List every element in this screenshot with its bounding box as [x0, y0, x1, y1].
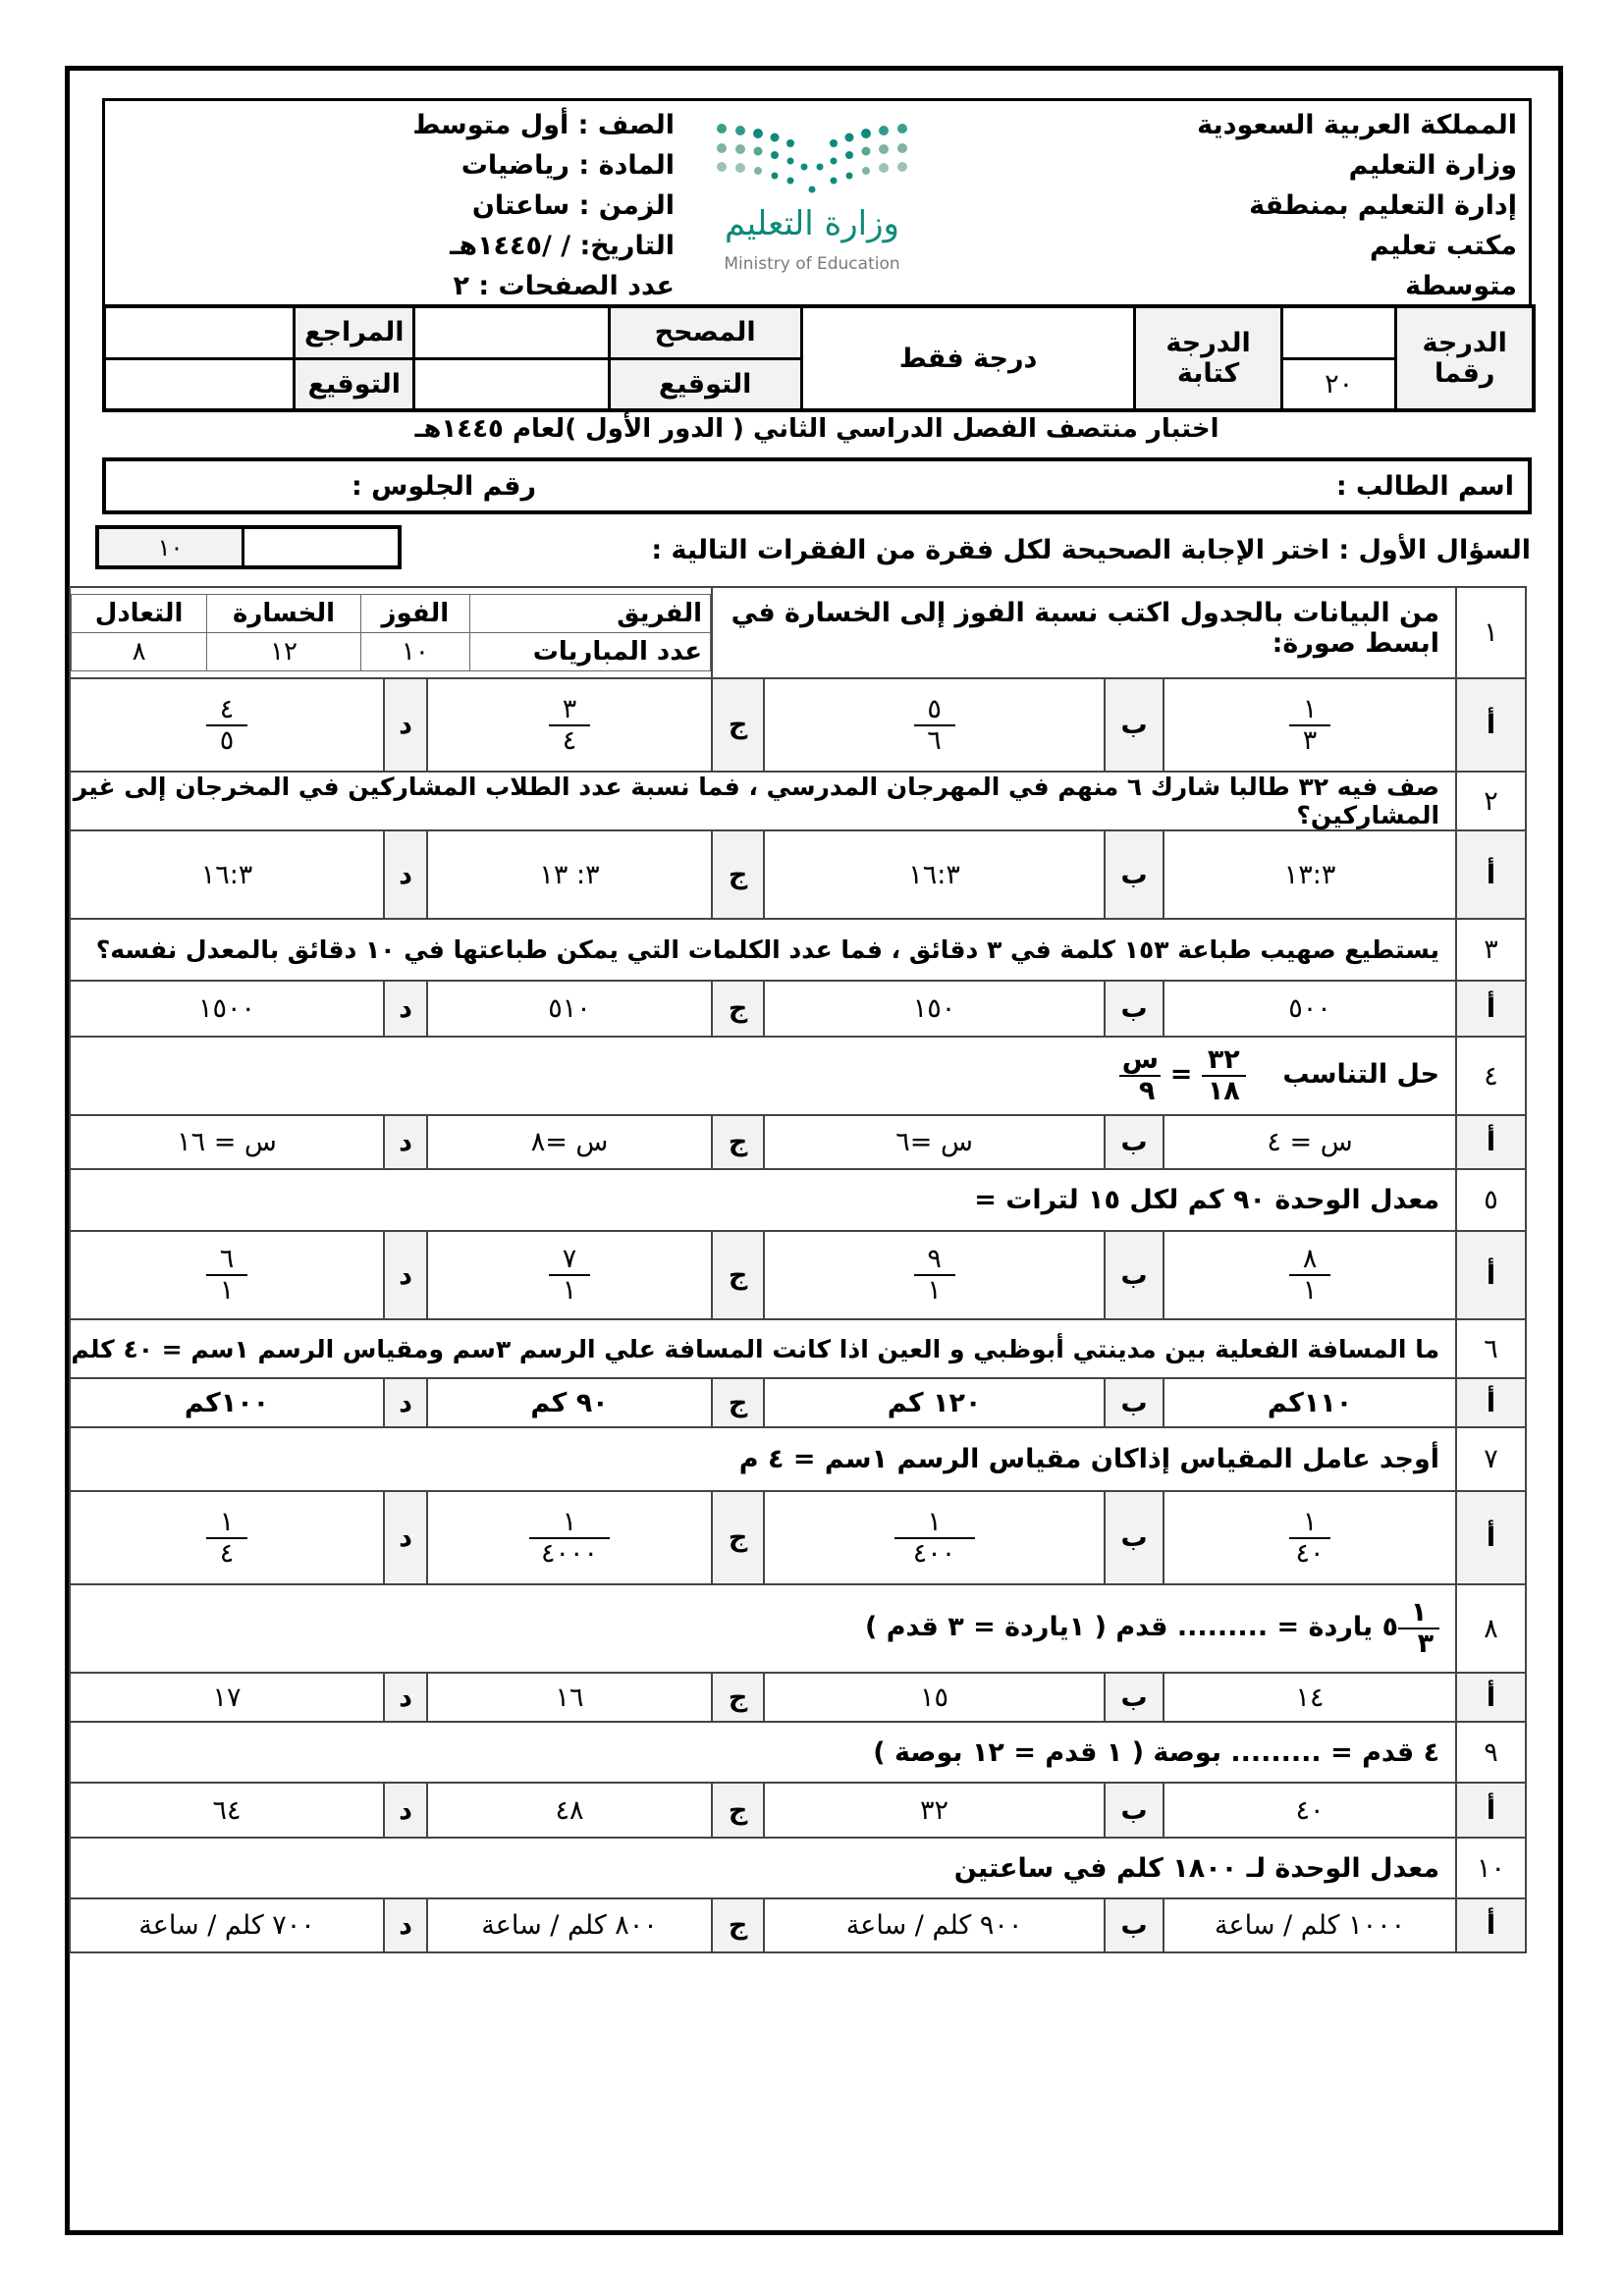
option-letter-b: ب	[1105, 1898, 1164, 1952]
option-letter-c: ج	[712, 1898, 764, 1952]
option-a[interactable]: ١٣:٣	[1164, 830, 1456, 919]
option-letter-a: أ	[1456, 1231, 1526, 1319]
question-number: ١٠	[1456, 1838, 1526, 1898]
losses-value: ١٢	[207, 633, 361, 671]
option-letter-c: ج	[712, 830, 764, 919]
question-text	[70, 1584, 1456, 1673]
option-letter-b: ب	[1105, 1673, 1164, 1722]
options-row	[70, 678, 1526, 772]
question-row	[70, 1169, 1526, 1231]
option-letter-c: ج	[712, 1673, 764, 1722]
option-d[interactable]: ٧٠٠ كلم / ساعة	[70, 1898, 384, 1952]
option-letter-a: أ	[1456, 1491, 1526, 1584]
option-letter-a: أ	[1456, 1673, 1526, 1722]
question-text: معدل الوحدة ٩٠ كم لكل ١٥ لترات =	[70, 1169, 1456, 1231]
option-letter-d: د	[384, 1378, 427, 1427]
date: التاريخ: / /١٤٤٥هـ	[450, 231, 675, 261]
country-name: المملكة العربية السعودية	[1197, 110, 1517, 140]
reviewer-field[interactable]	[104, 306, 295, 358]
option-c[interactable]: ٣: ١٣	[427, 830, 712, 919]
section-score-field[interactable]	[244, 529, 398, 565]
option-letter-a: أ	[1456, 1783, 1526, 1838]
option-a[interactable]: ١٤	[1164, 1673, 1456, 1722]
options-row	[70, 1378, 1526, 1427]
option-d[interactable]: ١٠٠كم	[70, 1378, 384, 1427]
option-d[interactable]: ١٦:٣	[70, 830, 384, 919]
conversion-text: ياردة = ......... قدم ( ١ياردة = ٣ قدم )	[864, 1612, 1374, 1643]
option-letter-a: أ	[1456, 1898, 1526, 1952]
option-letter-a: أ	[1456, 981, 1526, 1037]
office-name: مكتب تعليم	[1369, 231, 1517, 261]
seat-number-label: رقم الجلوس :	[351, 471, 536, 502]
option-d[interactable]: $\frac{١}{٤}$	[70, 1491, 384, 1584]
draws-value: ٨	[72, 633, 207, 671]
option-d[interactable]: ١٧	[70, 1673, 384, 1722]
option-letter-b: ب	[1105, 981, 1164, 1037]
options-row	[70, 1783, 1526, 1838]
grade-written-label: الدرجة كتابة	[1135, 306, 1281, 410]
question-number: ١	[1456, 587, 1526, 678]
question-text: صف فيه ٣٢ طالبا شارك ٦ منهم في المهرجان المدرسي ، فما نسبة عدد الطلاب المشاركين في المخرجان إلى غير المشاركين؟	[70, 772, 1456, 830]
option-a[interactable]: $\frac{١}{٣}$	[1164, 678, 1456, 772]
data-table-cell	[70, 587, 712, 678]
question-text: معدل الوحدة لـ ١٨٠٠ كلم في ساعتين	[70, 1838, 1456, 1898]
corrector-field[interactable]	[414, 306, 609, 358]
option-d[interactable]: $\frac{٤}{٥}$	[70, 678, 384, 772]
grade-level: الصف : أول متوسط	[412, 110, 675, 140]
question-number: ٦	[1456, 1319, 1526, 1378]
option-letter-b: ب	[1105, 1231, 1164, 1319]
question-row	[70, 1584, 1526, 1673]
header-wins: الفوز	[360, 595, 469, 633]
option-letter-b: ب	[1105, 830, 1164, 919]
logo-english-text: Ministry of Education	[724, 254, 900, 274]
header-box	[102, 98, 1532, 304]
option-d[interactable]: س = ١٦	[70, 1115, 384, 1169]
option-c[interactable]: س =٨	[427, 1115, 712, 1169]
mixed-number-whole: ٥	[1381, 1612, 1399, 1643]
option-c[interactable]: ٩٠ كم	[427, 1378, 712, 1427]
reviewer-signature-field[interactable]	[104, 358, 295, 410]
option-c[interactable]: $\frac{٧}{١}$	[427, 1231, 712, 1319]
header-institution	[1197, 105, 1517, 306]
question-row	[70, 1037, 1526, 1115]
question-text: ٤ قدم = ......... بوصة ( ١ قدم = ١٢ بوصة )	[70, 1722, 1456, 1783]
option-c[interactable]: ٤٨	[427, 1783, 712, 1838]
option-c[interactable]: ١٦	[427, 1673, 712, 1722]
option-letter-a: أ	[1456, 678, 1526, 772]
subject: المادة : رياضيات	[460, 150, 675, 181]
grade-numeric-empty[interactable]	[1281, 306, 1396, 358]
equals-sign: =	[1169, 1059, 1193, 1091]
question-row	[70, 1319, 1526, 1378]
proportion-label: حل التناسب	[1282, 1059, 1440, 1091]
question-number: ٨	[1456, 1584, 1526, 1673]
options-row	[70, 1231, 1526, 1319]
option-b[interactable]: ٣٢	[764, 1783, 1105, 1838]
question-text: يستطيع صهيب طباعة ١٥٣ كلمة في ٣ دقائق ، فما عدد الكلمات التي يمكن طباعتها في ١٠ دقائق بالمعدل نفسه؟	[70, 919, 1456, 981]
question-row	[70, 1722, 1526, 1783]
option-letter-c: ج	[712, 1115, 764, 1169]
question-row	[70, 1427, 1526, 1491]
option-letter-b: ب	[1105, 1378, 1164, 1427]
option-a[interactable]: ١٠٠٠ كلم / ساعة	[1164, 1898, 1456, 1952]
option-letter-b: ب	[1105, 678, 1164, 772]
option-letter-c: ج	[712, 981, 764, 1037]
question-text: أوجد عامل المقياس إذاكان مقياس الرسم ١سم = ٤ م	[70, 1427, 1456, 1491]
option-d[interactable]: ٦٤	[70, 1783, 384, 1838]
corrector-signature-label: التوقيع	[609, 358, 801, 410]
section-heading: السؤال الأول : اختر الإجابة الصحيحة لكل فقرة من الفقرات التالية :	[651, 535, 1531, 565]
grade-numeric-value: ٢٠	[1281, 358, 1396, 410]
option-b[interactable]: ٩٠٠ كلم / ساعة	[764, 1898, 1105, 1952]
header-exam-info	[351, 105, 675, 306]
option-letter-d: د	[384, 678, 427, 772]
option-b[interactable]: ١٥٠	[764, 981, 1105, 1037]
ministry-logo	[714, 121, 930, 278]
ministry-name: وزارة التعليم	[1348, 150, 1517, 181]
row-label: عدد المباريات	[469, 633, 710, 671]
option-letter-a: أ	[1456, 830, 1526, 919]
wins-value: ١٠	[360, 633, 469, 671]
question-row	[70, 772, 1526, 830]
option-a[interactable]: ٤٠	[1164, 1783, 1456, 1838]
option-letter-c: ج	[712, 1378, 764, 1427]
option-letter-c: ج	[712, 1231, 764, 1319]
option-b[interactable]: $\frac{٩}{١}$	[764, 1231, 1105, 1319]
question-row	[70, 1838, 1526, 1898]
exam-title: اختبار منتصف الفصل الدراسي الثاني ( الدور الأول )لعام ١٤٤٥هـ	[414, 414, 1219, 444]
option-letter-d: د	[384, 1898, 427, 1952]
option-a[interactable]: ١١٠كم	[1164, 1378, 1456, 1427]
option-letter-c: ج	[712, 678, 764, 772]
fraction-left: $\frac{٣٢}{١٨}$	[1202, 1045, 1246, 1105]
logo-arabic-text: وزارة التعليم	[725, 204, 899, 243]
option-a[interactable]: س = ٤	[1164, 1115, 1456, 1169]
header-draws: التعادل	[72, 595, 207, 633]
option-d[interactable]: ١٥٠٠	[70, 981, 384, 1037]
duration: الزمن : ساعتان	[471, 190, 675, 221]
option-letter-d: د	[384, 1115, 427, 1169]
questions-table	[69, 586, 1527, 1953]
option-letter-b: ب	[1105, 1115, 1164, 1169]
option-b[interactable]: $\frac{٥}{٦}$	[764, 678, 1105, 772]
team-results-table	[71, 594, 711, 671]
option-a[interactable]: $\frac{٨}{١}$	[1164, 1231, 1456, 1319]
option-letter-d: د	[384, 830, 427, 919]
options-row	[70, 1673, 1526, 1722]
question-row	[70, 919, 1526, 981]
grade-written-value: درجة فقط	[801, 306, 1135, 410]
option-b[interactable]: ١٢٠ كم	[764, 1378, 1105, 1427]
options-row	[70, 1898, 1526, 1952]
mixed-number-fraction: $\frac{١}{٣}$	[1398, 1598, 1439, 1658]
question-number: ٧	[1456, 1427, 1526, 1491]
school-name: متوسطة	[1405, 271, 1517, 301]
option-letter-a: أ	[1456, 1378, 1526, 1427]
option-letter-c: ج	[712, 1491, 764, 1584]
section-max-score: ١٠	[99, 529, 244, 565]
question-number: ٢	[1456, 772, 1526, 830]
option-c[interactable]: ٨٠٠ كلم / ساعة	[427, 1898, 712, 1952]
student-info-box	[102, 457, 1532, 514]
header-losses: الخسارة	[207, 595, 361, 633]
option-b[interactable]: ١٥	[764, 1673, 1105, 1722]
question-number: ٣	[1456, 919, 1526, 981]
option-letter-b: ب	[1105, 1783, 1164, 1838]
reviewer-signature-label: التوقيع	[295, 358, 414, 410]
section-score-box	[95, 525, 402, 569]
option-c[interactable]: $\frac{١}{٤٠٠٠}$	[427, 1491, 712, 1584]
option-letter-d: د	[384, 1231, 427, 1319]
option-letter-c: ج	[712, 1783, 764, 1838]
options-row	[70, 981, 1526, 1037]
question-text: ما المسافة الفعلية بين مدينتي أبوظبي و العين اذا كانت المسافة علي الرسم ٣سم ومقياس الرسم ١سم = ٤٠ كلم	[70, 1319, 1456, 1378]
question-number: ٤	[1456, 1037, 1526, 1115]
option-a[interactable]: ٥٠٠	[1164, 981, 1456, 1037]
region-name: إدارة التعليم بمنطقة	[1249, 190, 1517, 221]
options-row	[70, 830, 1526, 919]
option-letter-d: د	[384, 981, 427, 1037]
student-name-label: اسم الطالب :	[1335, 471, 1514, 502]
option-b[interactable]: $\frac{١}{٤٠٠}$	[764, 1491, 1105, 1584]
option-a[interactable]: $\frac{١}{٤٠}$	[1164, 1491, 1456, 1584]
question-text: من البيانات بالجدول اكتب نسبة الفوز إلى الخسارة في ابسط صورة:	[712, 587, 1456, 678]
option-c[interactable]: $\frac{٣}{٤}$	[427, 678, 712, 772]
option-letter-d: د	[384, 1491, 427, 1584]
logo-dots-icon	[714, 121, 910, 199]
options-row	[70, 1491, 1526, 1584]
question-row	[70, 587, 1526, 678]
page-count: عدد الصفحات : ٢	[453, 271, 675, 301]
option-letter-a: أ	[1456, 1115, 1526, 1169]
grade-table	[102, 304, 1536, 412]
fraction-right: $\frac{\text{س}}{٩}$	[1119, 1045, 1161, 1105]
option-letter-b: ب	[1105, 1491, 1164, 1584]
question-text	[70, 1037, 1456, 1115]
grade-numeric-label: الدرجة رقما	[1396, 306, 1534, 410]
option-letter-d: د	[384, 1673, 427, 1722]
option-c[interactable]: ٥١٠	[427, 981, 712, 1037]
option-letter-d: د	[384, 1783, 427, 1838]
options-row	[70, 1115, 1526, 1169]
option-b[interactable]: ١٦:٣	[764, 830, 1105, 919]
question-number: ٩	[1456, 1722, 1526, 1783]
option-b[interactable]: س =٦	[764, 1115, 1105, 1169]
question-number: ٥	[1456, 1169, 1526, 1231]
header-team: الفريق	[469, 595, 710, 633]
reviewer-label: المراجع	[295, 306, 414, 358]
option-d[interactable]: $\frac{٦}{١}$	[70, 1231, 384, 1319]
corrector-signature-field[interactable]	[414, 358, 609, 410]
corrector-label: المصحح	[609, 306, 801, 358]
